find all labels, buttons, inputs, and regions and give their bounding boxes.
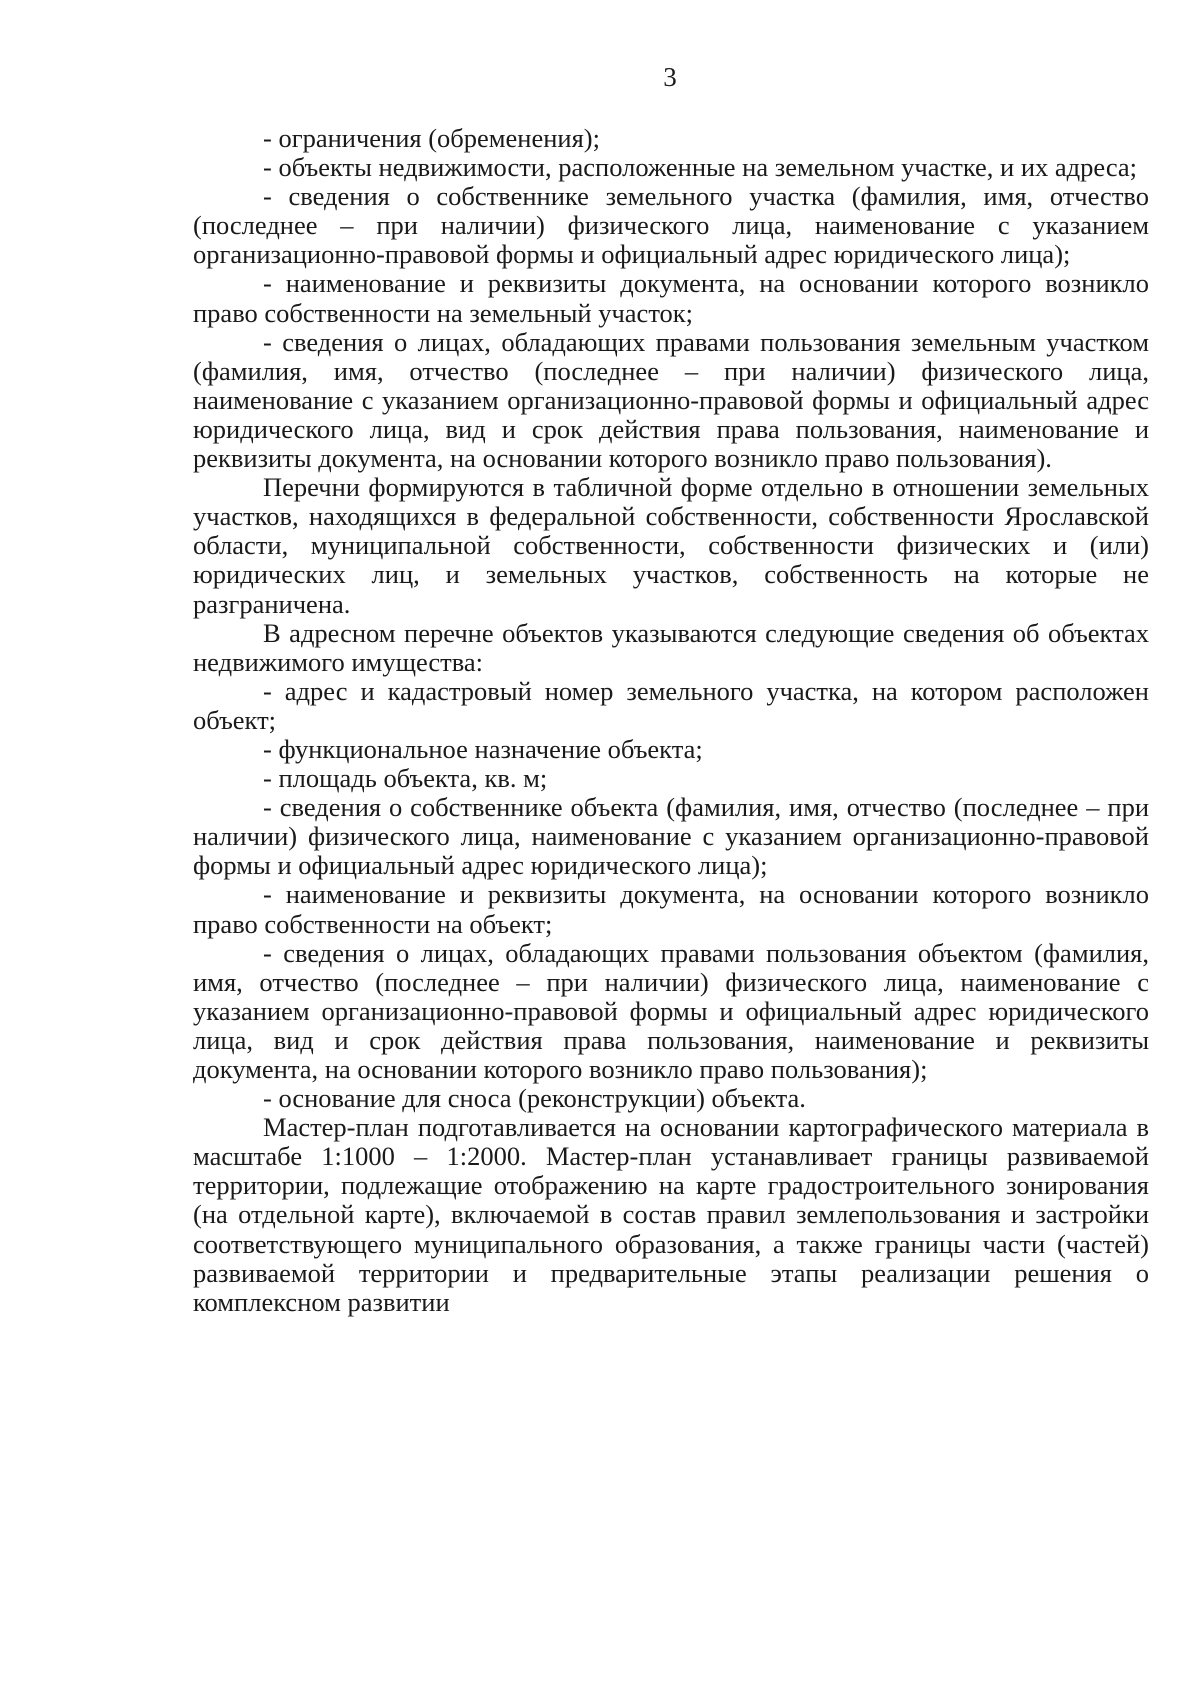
paragraph-address-list-intro: В адресном перечне объектов указываются следующие сведения об объектах недвижимого имущества:: [193, 617, 1149, 677]
paragraph-object-users-info: - сведения о лицах, обладающих правами пользования объектом (фамилия, имя, отчество (последнее – при наличии) физического лица, наименование с указанием организационно-правовой формы и официальный адрес юридического лица, вид и срок действия права пользования, наименование и реквизиты документа, на основании которого возникло право пользования);: [193, 937, 1149, 1084]
paragraph-land-ownership-document: - наименование и реквизиты документа, на основании которого возникло право собственности на земельный участок;: [193, 268, 1149, 328]
paragraph-object-area: - площадь объекта, кв. м;: [263, 763, 548, 794]
paragraph-real-estate-objects: - объекты недвижимости, расположенные на земельном участке, и их адреса;: [263, 152, 1138, 183]
page-number: 3: [663, 62, 677, 92]
paragraph-land-users-info: - сведения о лицах, обладающих правами пользования земельным участком (фамилия, имя, отчество (последнее – при наличии) физического лица, наименование с указанием организационно-правовой формы и официальный адрес юридического лица, вид и срок действия права пользования, наименование и реквизиты документа, на основании которого возникло право пользования).: [193, 326, 1149, 474]
paragraph-object-purpose: - функциональное назначение объекта;: [263, 733, 703, 764]
paragraph-object-owner-info: - сведения о собственнике объекта (фамилия, имя, отчество (последнее – при наличии) физического лица, наименование с указанием организационно-правовой формы и официальный адрес юридического лица);: [193, 792, 1149, 881]
paragraph-demolition-basis: - основание для сноса (реконструкции) объекта.: [263, 1083, 806, 1114]
paragraph-object-ownership-document: - наименование и реквизиты документа, на основании которого возникло право собственности на объект;: [193, 879, 1149, 939]
paragraph-master-plan: Мастер-план подготавливается на основании картографического материала в масштабе 1:1000 – 1:2000. Мастер-план устанавливает границы развиваемой территории, подлежащие отображению на карте градостроительного зонирования (на отдельной карте), включаемой в состав правил землепользования и застройки соответствующего муниципального образования, а также границы части (частей) развиваемой территории и предварительные этапы реализации решения о комплексном развитии: [193, 1112, 1149, 1317]
document-body: [193, 124, 1149, 1317]
paragraph-land-owner-info: - сведения о собственнике земельного участка (фамилия, имя, отчество (последнее – при наличии) физического лица, наименование с указанием организационно-правовой формы и официальный адрес юридического лица);: [193, 181, 1149, 270]
paragraph-lists-formation: Перечни формируются в табличной форме отдельно в отношении земельных участков, находящихся в федеральной собственности, собственности Ярославской области, муниципальной собственности, собственности физических и (или) юридических лиц, и земельных участков, собственность на которые не разграничена.: [193, 472, 1149, 619]
paragraph-encumbrances: - ограничения (обременения);: [263, 123, 600, 153]
paragraph-object-address: - адрес и кадастровый номер земельного участка, на котором расположен объект;: [193, 675, 1149, 735]
